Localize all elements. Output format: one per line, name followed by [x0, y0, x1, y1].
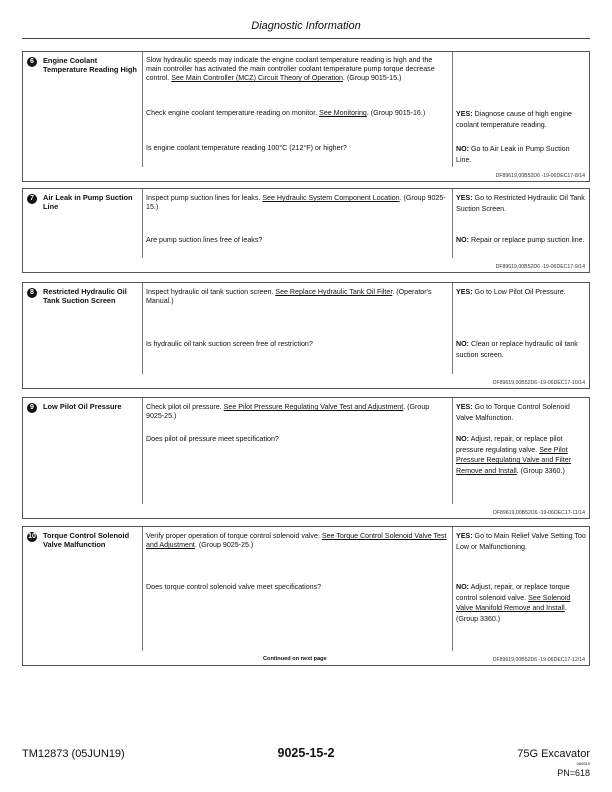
step-number-badge: 9: [27, 403, 37, 413]
diagnostic-step-6: [22, 51, 590, 182]
step-reference-id: DF89619,00B52D6 -19-06DEC17-12/14: [492, 657, 585, 663]
no-result: NO: Adjust, repair, or replace torque control solenoid valve. See Solenoid Valve Manifold Remove and Install. (Group 3360.): [456, 583, 571, 623]
step-title: Air Leak in Pump Suction Line: [43, 193, 133, 211]
no-result: NO: Adjust, repair, or replace pilot pressure regulating valve. See Pilot Pressure Regulating Valve and Filter Remove and Install. (Group 3360.): [456, 435, 572, 475]
step-result-cell: [452, 283, 589, 374]
step-title-cell: [23, 189, 142, 258]
cross-reference-link[interactable]: See Pilot Pressure Regulating Valve and Filter Remove and Install: [456, 445, 572, 475]
step-question: Does torque control solenoid valve meet specifications?: [146, 583, 322, 591]
page-header-title: Diagnostic Information: [251, 20, 361, 32]
step-reference-id: DF89619,00B52D6 -19-06DEC17-9/14: [495, 264, 585, 270]
manual-number: TM12873 (05JUN19): [22, 748, 125, 760]
yes-result: YES: Go to Main Relief Valve Setting Too Low or Malfunctioning.: [456, 532, 586, 551]
page-header: [22, 14, 590, 39]
step-reference-id: DF89619,00B52D6 -19-06DEC17-10/14: [492, 380, 585, 386]
step-action-cell: [142, 398, 453, 504]
step-question: Does pilot oil pressure meet specification?: [146, 435, 279, 443]
yes-result: YES: Diagnose cause of high engine coolant temperature reading.: [456, 110, 572, 129]
continued-note: Continued on next page: [263, 656, 327, 662]
no-result: NO: Go to Air Leak in Pump Suction Line.: [456, 145, 570, 164]
diagnostic-step-8: [22, 282, 590, 389]
step-question: Are pump suction lines free of leaks?: [146, 236, 263, 244]
step-action-text: Check engine coolant temperature reading on monitor. See Monitoring. (Group 9015-16.): [146, 109, 426, 117]
step-title: Torque Control Solenoid Valve Malfunction: [43, 531, 130, 549]
step-action-text: Inspect pump suction lines for leaks. See Hydraulic System Component Location. (Group 9025-15.): [146, 194, 446, 211]
step-action-text: Inspect hydraulic oil tank suction screen. See Replace Hydraulic Tank Oil Filter. (Operator's Manual.): [146, 288, 432, 305]
cross-reference-link[interactable]: See Monitoring: [319, 109, 367, 117]
step-action-text: Slow hydraulic speeds may indicate the engine coolant temperature reading is high and the main controller has activated the main controller coolant temperature pump torque decrease control. See Main Controller (MCZ) Circuit Theory of Operation. (Group 9015-15.): [146, 56, 435, 82]
yes-result: YES: Go to Low Pilot Oil Pressure.: [456, 288, 566, 296]
yes-result: YES: Go to Torque Control Solenoid Valve Malfunction.: [456, 403, 570, 422]
step-result-cell: [452, 52, 589, 167]
step-action-text: Check pilot oil pressure. See Pilot Pressure Regulating Valve Test and Adjustment. (Group 9025-25.): [146, 403, 430, 420]
step-title: Engine Coolant Temperature Reading High: [43, 56, 137, 74]
step-action-cell: [142, 52, 453, 167]
step-action-cell: [142, 527, 453, 651]
cross-reference-link[interactable]: See Solenoid Valve Manifold Remove and Install: [456, 593, 571, 612]
step-question: Is hydraulic oil tank suction screen free of restriction?: [146, 340, 313, 348]
step-result-cell: [452, 398, 589, 504]
cross-reference-link[interactable]: See Main Controller (MCZ) Circuit Theory of Operation: [171, 74, 343, 82]
cross-reference-link[interactable]: See Hydraulic System Component Location: [262, 194, 400, 202]
step-action-cell: [142, 283, 453, 374]
no-result: NO: Repair or replace pump suction line.: [456, 236, 585, 244]
no-result: NO: Clean or replace hydraulic oil tank suction screen.: [456, 340, 578, 359]
step-title: Restricted Hydraulic Oil Tank Suction Screen: [43, 287, 127, 305]
step-action-text: Verify proper operation of torque control solenoid valve. See Torque Control Solenoid Valve Test and Adjustment. (Group 9025-25.): [146, 532, 447, 549]
cross-reference-link[interactable]: See Replace Hydraulic Tank Oil Filter: [275, 288, 393, 296]
step-number-badge: 6: [27, 57, 37, 67]
step-title-cell: [23, 398, 142, 504]
step-number-badge: 10: [28, 533, 36, 540]
step-number-badge: 8: [27, 288, 37, 298]
step-result-cell: [452, 189, 589, 258]
step-title-cell: [23, 283, 142, 374]
step-title: Low Pilot Oil Pressure: [43, 402, 122, 411]
diagnostic-step-9: [22, 397, 590, 519]
cross-reference-link[interactable]: See Torque Control Solenoid Valve Test and Adjustment: [146, 532, 447, 549]
diagnostic-step-7: [22, 188, 590, 273]
step-question: Is engine coolant temperature reading 100°C (212°F) or higher?: [146, 144, 347, 152]
machine-model: 75G Excavator: [517, 748, 590, 760]
diagnostic-step-10: [22, 526, 590, 666]
cross-reference-link[interactable]: See Pilot Pressure Regulating Valve Test and Adjustment: [223, 403, 404, 411]
pn-number: PN=618: [557, 768, 590, 778]
revision-code: 060519: [576, 761, 590, 766]
yes-result: YES: Go to Restricted Hydraulic Oil Tank Suction Screen.: [456, 194, 585, 213]
page-number: 9025-15-2: [277, 746, 335, 760]
step-title-cell: [23, 52, 142, 167]
step-reference-id: DF89619,00B52D6 -19-06DEC17-8/14: [495, 173, 585, 179]
step-action-cell: [142, 189, 453, 258]
step-reference-id: DF89619,00B52D6 -19-06DEC17-11/14: [493, 510, 585, 516]
step-title-cell: [23, 527, 142, 651]
step-result-cell: [452, 527, 589, 651]
step-number-badge: 7: [27, 194, 37, 204]
